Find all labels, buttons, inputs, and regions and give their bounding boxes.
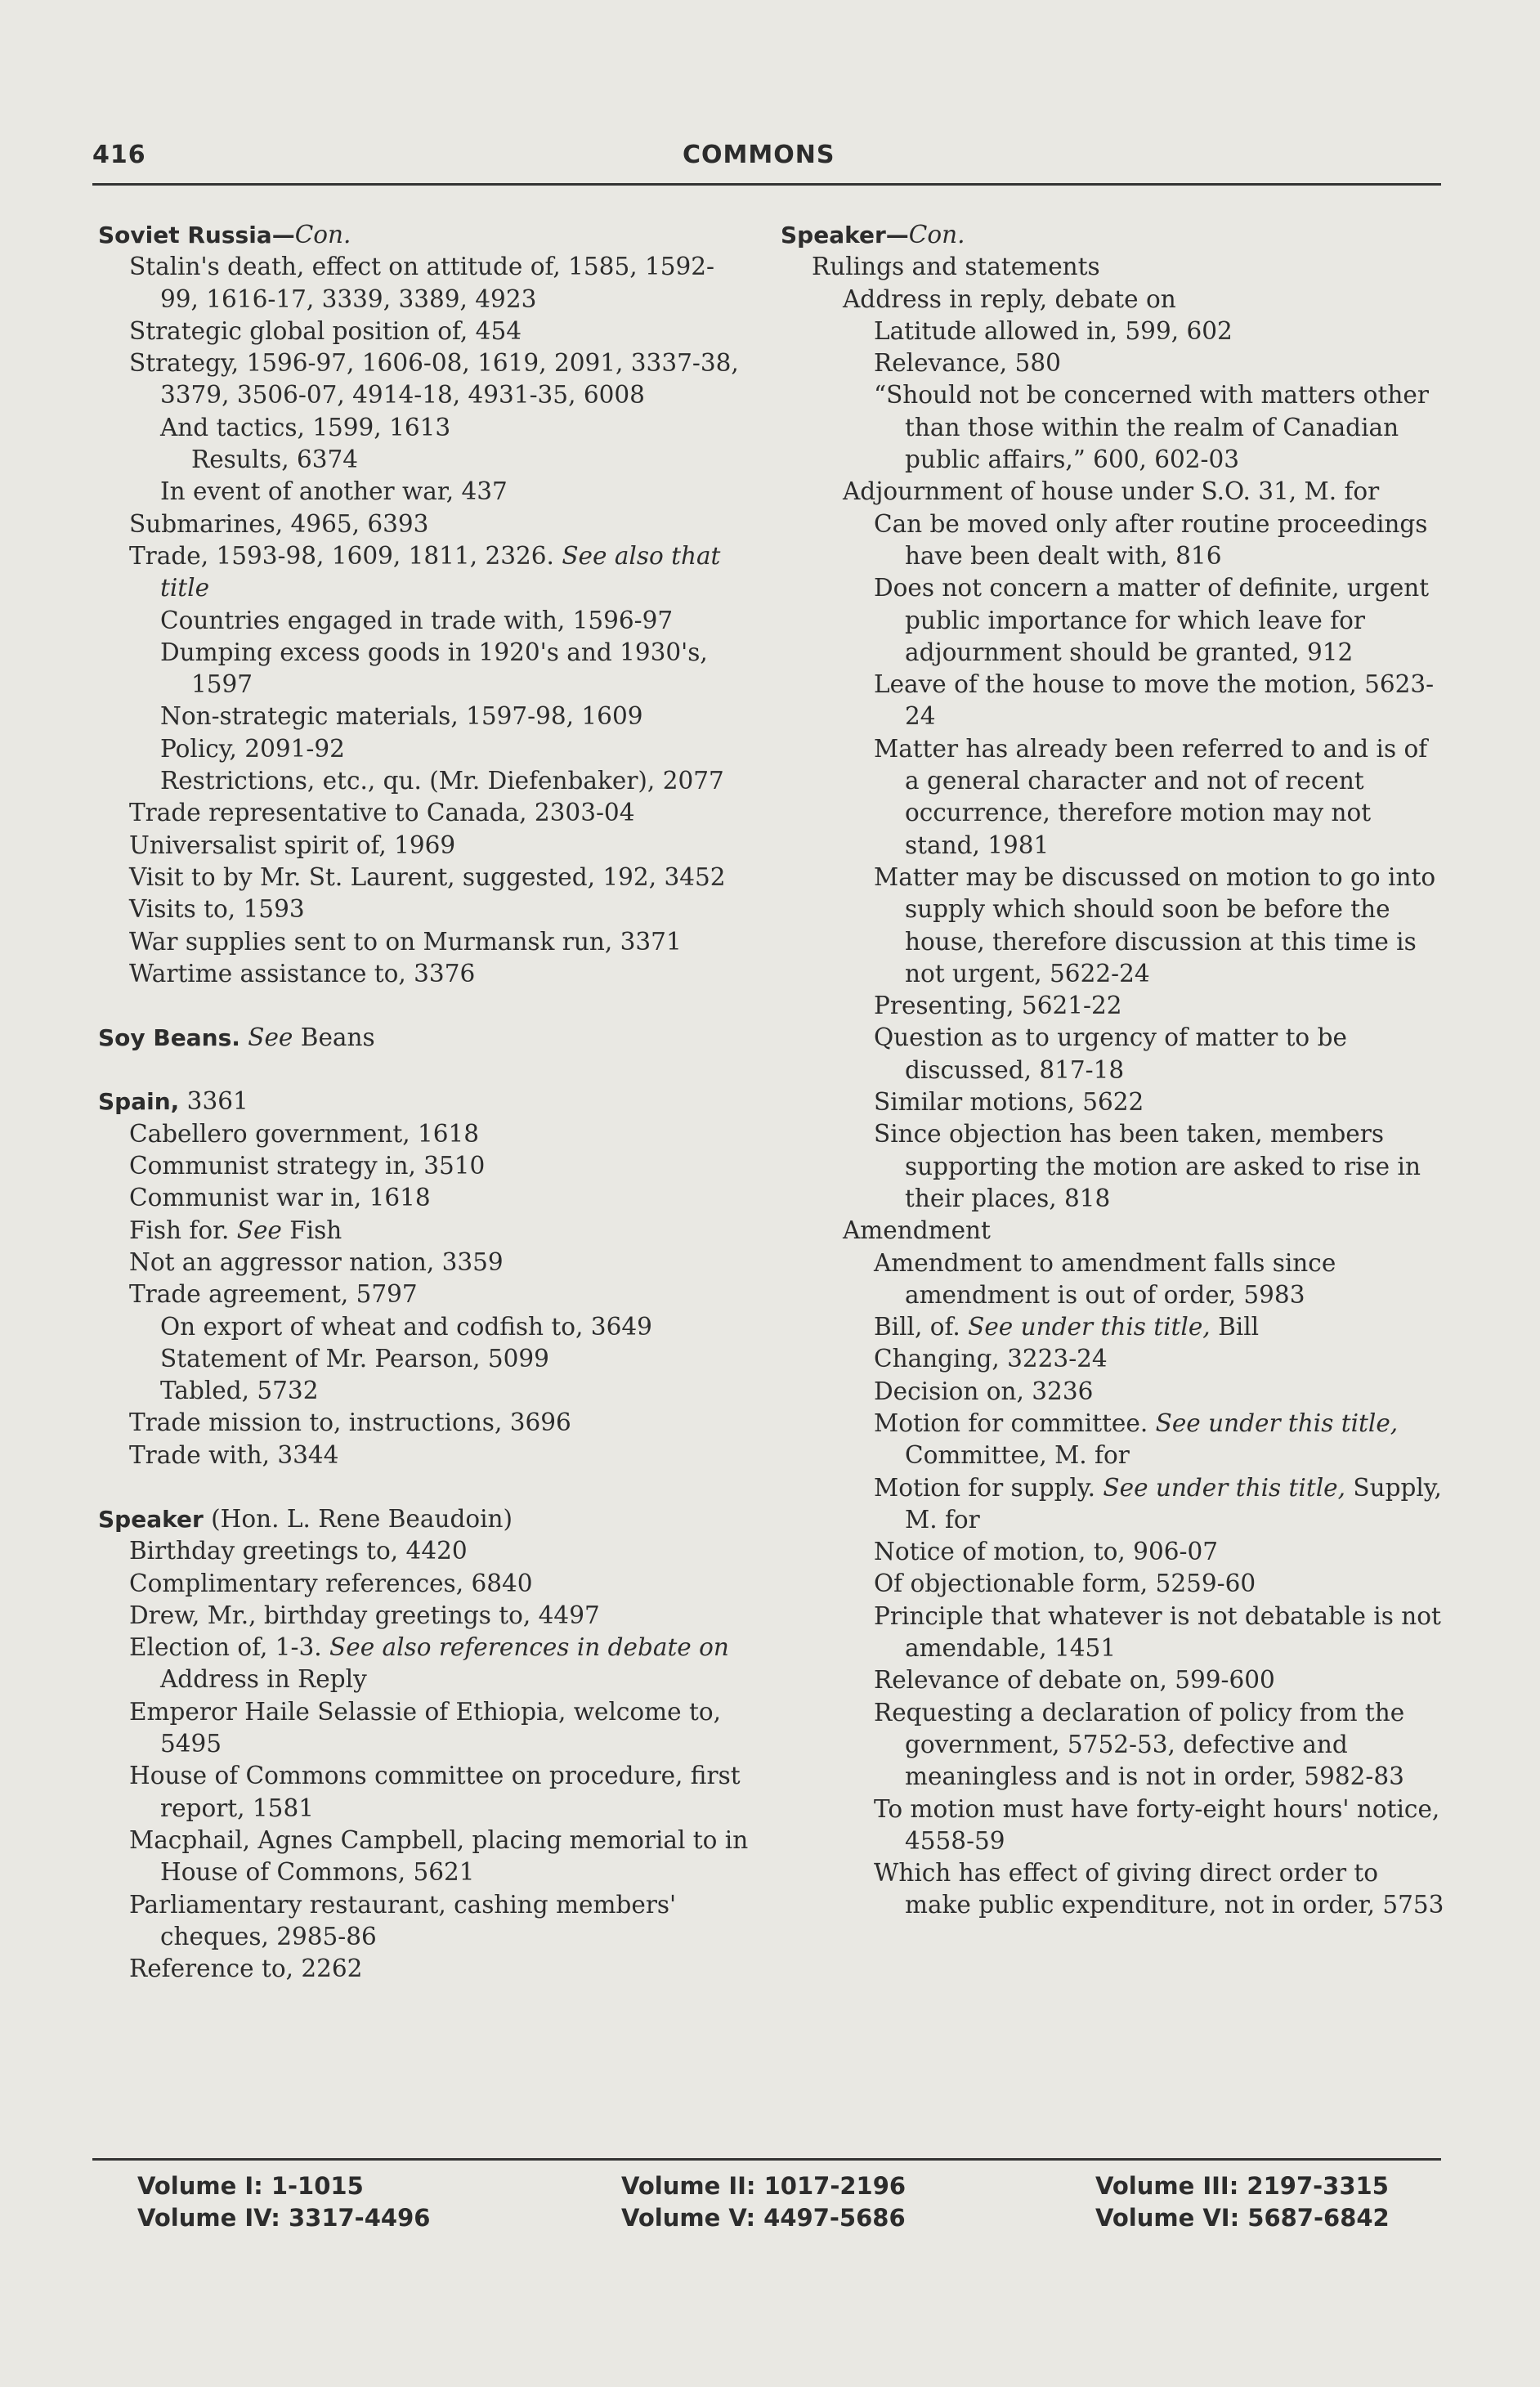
entry-text: Trade mission to, instructions, 3696 [129,1408,571,1437]
index-entry [781,1794,1447,1858]
index-entry [98,1343,752,1375]
index-entry [98,1632,752,1696]
entry-text: Bill, of. [874,1313,960,1341]
right-column [781,219,1447,1922]
entry-text: Principle that whatever is not debatable is not amendable, 1451 [874,1601,1441,1663]
entry-text: Strategy, 1596-97, 1606-08, 1619, 2091, 3337-38, 3379, 3506-07, 4914-18, 4931-35, 6008 [129,349,739,410]
index-entry [98,412,752,444]
index-entry [781,990,1447,1022]
speaker-entries [98,1535,752,1985]
entry-text: Decision on, 3236 [874,1377,1094,1405]
entry-text: Amendment to amendment falls since amendment is out of order, 5983 [874,1248,1336,1309]
index-entry [98,251,752,316]
index-entry [98,1696,752,1761]
index-entry [98,1279,752,1310]
volume-range: Volume V: 4497-5686 [621,2204,906,2232]
entry-text: Stalin's death, effect on attitude of, 1585, 1592-99, 1616-17, 3339, 3389, 4923 [129,253,715,313]
entry-text: Trade representative to Canada, 2303-04 [129,799,635,827]
entry-text: Parliamentary restaurant, cashing members' cheques, 2985-86 [129,1890,677,1950]
entry-text: Strategic global position of, 454 [129,316,522,345]
entry-text: Visit to by Mr. St. Laurent, suggested, 192, 3452 [129,862,726,891]
index-entry [98,1407,752,1439]
index-entry [98,1440,752,1471]
index-entry [98,1247,752,1279]
index-entry [98,926,752,958]
heading-text: Soy Beans. [98,1024,240,1052]
entry-text: Birthday greetings to, 4420 [129,1537,468,1565]
see-target: Supply, M. for [905,1473,1442,1534]
entry-text: Not an aggressor nation, 3359 [129,1247,504,1276]
heading-text: Soviet Russia [98,222,272,249]
index-entry [98,1825,752,1889]
index-entry [98,476,752,508]
index-entry [98,347,752,412]
spain-heading [98,1086,752,1117]
entry-text: Latitude allowed in, 599, 602 [874,316,1233,345]
index-entry [781,1664,1447,1696]
index-entry [98,1150,752,1182]
entry-text: Matter has already been referred to and is of a general character and not of recent occurrence, therefore motion may not stand, 1981 [874,734,1428,859]
index-entry [781,1857,1447,1922]
index-entry [781,1311,1447,1343]
heading-suffix: (Hon. L. Rene Beaudoin) [211,1504,513,1533]
volume-range: Volume VI: 5687-6842 [1095,2204,1390,2232]
index-entry [781,1536,1447,1568]
index-entry [98,765,752,797]
see-ref: See [236,1216,282,1244]
entry-text: Address in reply, debate on [843,284,1176,313]
heading-suffix: Con. [294,221,351,249]
volume-col-3 [1095,2170,1390,2234]
soviet-entries [98,251,752,990]
entry-text: Macphail, Agnes Campbell, placing memorial to in House of Commons, 5621 [129,1825,749,1887]
index-entry [98,830,752,862]
speaker-con-heading: Speaker—Con. [781,221,965,249]
index-entry [98,893,752,925]
entry-text: Trade, 1593-98, 1609, 1811, 2326. [129,541,554,570]
index-entry [781,476,1447,508]
see-target: Address in Reply [160,1665,367,1694]
entry-text: Adjournment of house under S.O. 31, M. for [843,477,1380,506]
entry-text: In event of another war, 437 [160,477,508,506]
entry-text: Since objection has been taken, members supporting the motion are asked to rise in their places, 818 [874,1120,1421,1212]
index-entry [98,797,752,829]
index-entry [781,347,1447,379]
index-entry [781,733,1447,862]
see-ref: See [248,1023,293,1052]
entry-text: Communist war in, 1618 [129,1184,431,1212]
index-entry [781,316,1447,347]
entry-text: War supplies sent to on Murmansk run, 3371 [129,927,682,956]
index-entry [781,1343,1447,1375]
entry-text: Leave of the house to move the motion, 5623-24 [874,670,1435,731]
entry-text: House of Commons committee on procedure, first report, 1581 [129,1762,741,1822]
see-ref: See also that title [160,541,721,602]
entry-text: Presenting, 5621-22 [874,992,1122,1020]
see-ref: See under this title, [968,1313,1211,1341]
heading-suffix: Con. [908,221,965,249]
entry-text: And tactics, 1599, 1613 [160,413,451,441]
index-entry [98,701,752,732]
volume-col-2 [621,2170,906,2234]
header-rule [92,183,1441,186]
volume-range: Volume II: 1017-2196 [621,2172,907,2200]
see-target: Committee, M. for [905,1441,1130,1470]
index-entry [98,1953,752,1985]
volume-range: Volume III: 2197-3315 [1095,2172,1389,2200]
index-entry [781,1697,1447,1794]
left-column [98,219,752,1985]
index-entry [98,1311,752,1343]
index-entry [781,1022,1447,1086]
volume-range: Volume I: 1-1015 [137,2172,364,2200]
heading-pages: 3361 [186,1087,248,1116]
entry-text: Which has effect of giving direct order to make public expenditure, not in order, 5753 [874,1859,1444,1919]
index-entry [98,1535,752,1567]
entry-text: Non-strategic materials, 1597-98, 1609 [160,702,643,731]
entry-text: Election of, 1-3. [129,1633,322,1662]
see-target: Beans [300,1023,375,1052]
entry-text: Visits to, 1593 [129,895,305,924]
entry-text: “Should not be concerned with matters other than those within the realm of Canadian public affairs,” 600, 602-03 [874,381,1429,474]
entry-text: Relevance of debate on, 599-600 [874,1666,1275,1695]
index-entry [781,1408,1447,1472]
entry-text: Drew, Mr., birthday greetings to, 4497 [129,1601,600,1629]
see-ref: See also references in debate on [329,1633,729,1662]
entry-text: Cabellero government, 1618 [129,1119,480,1148]
entry-text: Rulings and statements [812,253,1100,281]
heading-text: Speaker [98,1505,204,1533]
soviet-heading: Soviet Russia—Con. [98,221,351,249]
entry-text: Can be moved only after routine proceedings have been dealt with, 816 [874,509,1428,570]
index-entry [781,1118,1447,1215]
index-entry [781,508,1447,573]
entry-text: Matter may be discussed on motion to go into supply which should soon be before the house, therefore discussion at this time is not urgent, 5622-24 [874,862,1436,987]
entry-text: Amendment [843,1216,991,1245]
index-entry [781,1472,1447,1537]
index-entry [98,1375,752,1407]
entry-text: Dumping excess goods in 1920's and 1930's, 1597 [160,638,708,699]
entry-text: Does not concern a matter of definite, urgent public importance for which leave for adjournment should be granted, 912 [874,574,1430,666]
index-entry [781,251,1447,283]
index-entry [781,1376,1447,1408]
index-entry [781,669,1447,733]
entry-text: Policy, 2091-92 [160,734,345,763]
index-entry [781,379,1447,476]
index-entry [781,1568,1447,1600]
entry-text: Countries engaged in trade with, 1596-97 [160,606,674,634]
see-ref: See under this title, [1155,1408,1399,1437]
see-target: Fish [289,1216,342,1244]
volume-col-1 [137,2170,430,2234]
footer-rule [92,2158,1441,2161]
entry-text: Question as to urgency of matter to be discussed, 817-18 [874,1023,1347,1084]
entry-text: Trade agreement, 5797 [129,1280,418,1309]
heading-text: Spain, [98,1088,180,1116]
speaker-heading [98,1503,752,1535]
entry-text: Universalist spirit of, 1969 [129,831,456,859]
entry-text: Changing, 3223-24 [874,1345,1108,1373]
entry-text: Relevance, 580 [874,349,1061,378]
entry-text: Fish for. [129,1216,230,1244]
entry-text: Tabled, 5732 [160,1377,319,1405]
entry-text: Reference to, 2262 [129,1955,363,1983]
index-entry [98,444,752,476]
index-entry [781,1086,1447,1118]
index-entry [98,958,752,990]
page-number: 416 [92,141,146,169]
volume-range: Volume IV: 3317-4496 [137,2204,431,2232]
entry-text: Results, 6374 [191,446,359,474]
index-entry [98,1118,752,1150]
entry-text: Restrictions, etc., qu. (Mr. Diefenbaker), 2077 [160,767,724,795]
see-target: Bill [1218,1313,1260,1341]
index-entry [781,284,1447,316]
index-entry [98,1600,752,1632]
entry-text: To motion must have forty-eight hours' notice, 4558-59 [874,1794,1440,1855]
index-entry [98,1568,752,1600]
entry-text: Emperor Haile Selassie of Ethiopia, welcome to, 5495 [129,1697,721,1758]
entry-text: Communist strategy in, 3510 [129,1152,486,1180]
index-entry [98,540,752,605]
index-entry [98,637,752,701]
index-entry [98,1215,752,1247]
entry-text: Complimentary references, 6840 [129,1569,533,1597]
index-entry [98,316,752,347]
index-entry [781,1601,1447,1665]
index-entry [98,1889,752,1954]
index-entry [98,733,752,765]
entry-text: Trade with, 3344 [129,1440,339,1469]
index-entry [98,1182,752,1214]
entry-text: Requesting a declaration of policy from the government, 5752-53, defective and meaningless and is not in order, 5982-83 [874,1698,1405,1791]
entry-text: Statement of Mr. Pearson, 5099 [160,1344,549,1373]
entry-text: Of objectionable form, 5259-60 [874,1570,1256,1598]
see-ref: See under this title, [1103,1473,1345,1502]
speaker-rulings-entries [781,251,1447,1921]
running-title: COMMONS [683,141,835,169]
entry-text: On export of wheat and codfish to, 3649 [160,1312,652,1341]
heading-text: Speaker [781,222,886,249]
index-entry [781,572,1447,669]
entry-text: Wartime assistance to, 3376 [129,959,476,987]
entry-text: Notice of motion, to, 906-07 [874,1538,1218,1566]
index-entry [781,1215,1447,1247]
entry-text: Submarines, 4965, 6393 [129,509,429,538]
index-entry [98,605,752,637]
soy-heading [98,1022,752,1054]
entry-text: Motion for committee. [874,1408,1148,1437]
index-entry [98,508,752,540]
entry-text: Motion for supply. [874,1473,1096,1502]
index-entry [781,862,1447,990]
spain-entries [98,1118,752,1471]
index-entry [98,1760,752,1825]
index-entry [98,862,752,893]
index-entry [781,1247,1447,1312]
entry-text: Similar motions, 5622 [874,1088,1144,1117]
